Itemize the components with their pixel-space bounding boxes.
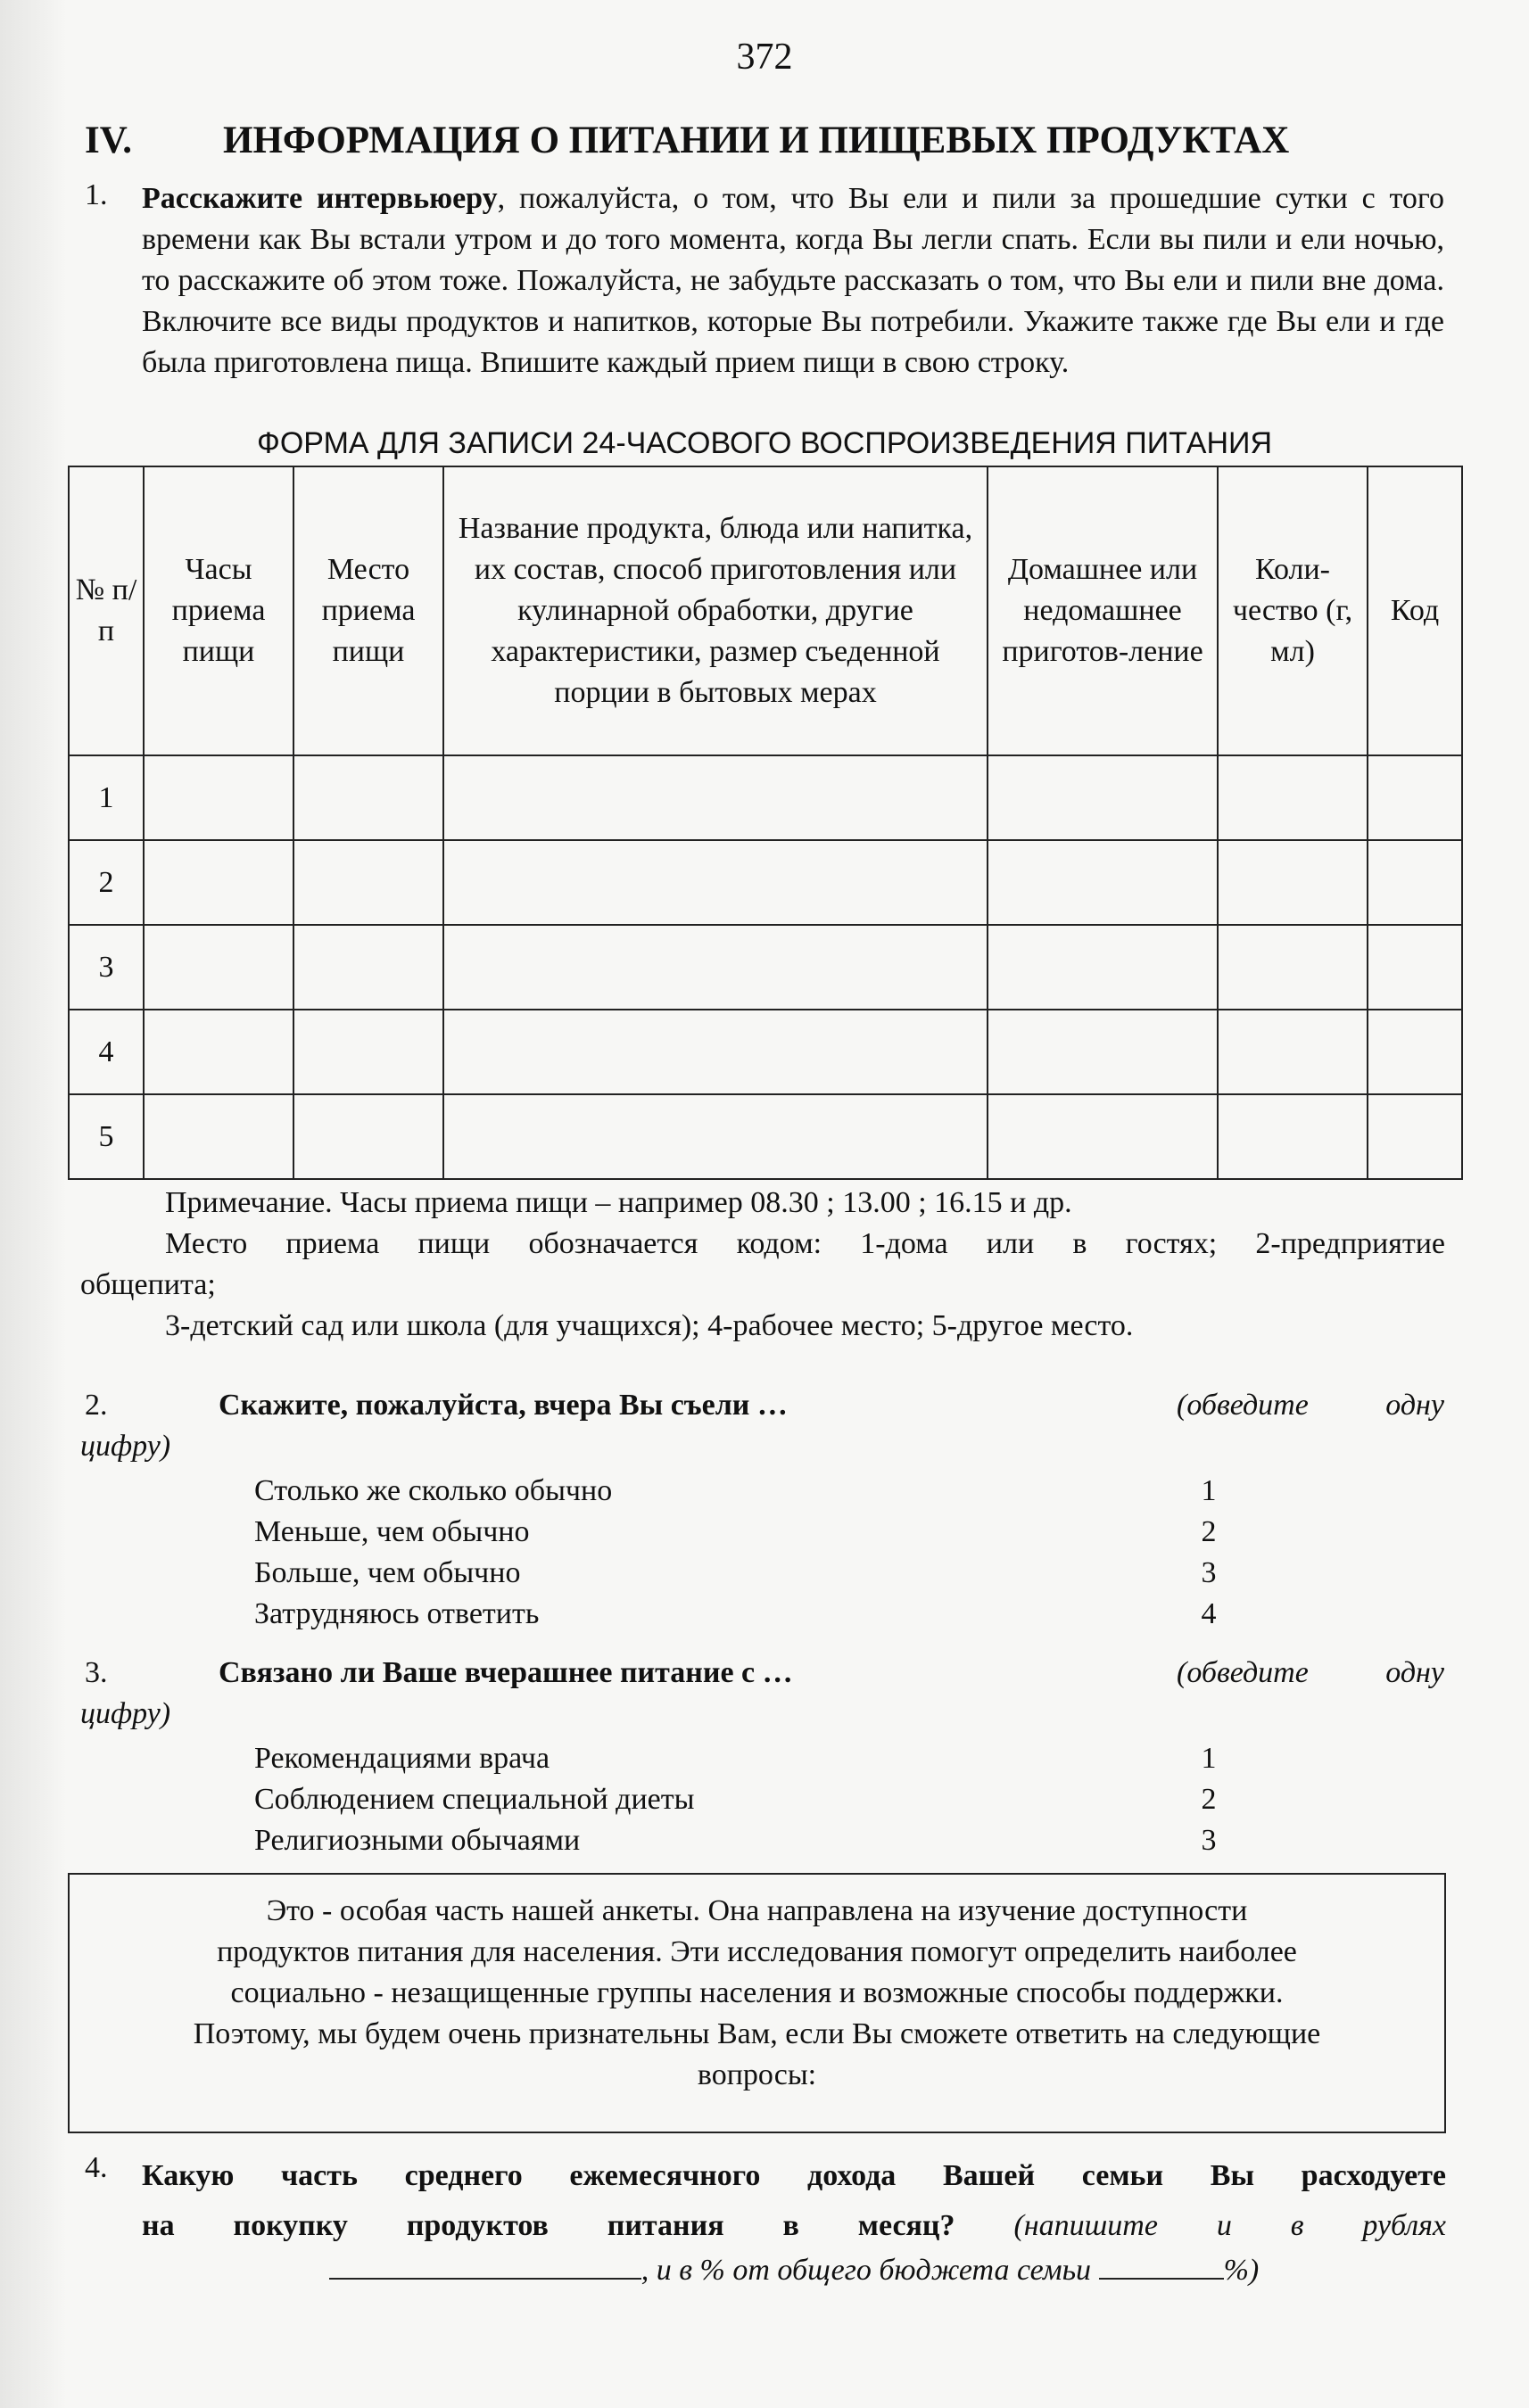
recall-form-table <box>68 466 1463 1180</box>
q2-option-code[interactable]: 4 <box>1201 1597 1217 1630</box>
question-3-instruction: (обведите одну <box>1177 1656 1444 1689</box>
rubles-answer-field[interactable] <box>329 2251 641 2280</box>
table-row <box>69 1094 1462 1179</box>
question-1-text <box>142 178 1444 383</box>
question-2-instruction-cont: цифру) <box>80 1430 171 1463</box>
quantity-cell[interactable] <box>1218 755 1368 840</box>
q3-option-code[interactable]: 1 <box>1201 1742 1217 1775</box>
meal-time-cell[interactable] <box>144 1010 293 1094</box>
table-row <box>69 1010 1462 1094</box>
percent-answer-field[interactable] <box>1099 2251 1224 2280</box>
quantity-cell[interactable] <box>1218 840 1368 925</box>
meal-time-cell[interactable] <box>144 1094 293 1179</box>
note-line-2-cont: общепита; <box>80 1268 216 1301</box>
scan-edge-shadow <box>0 0 66 2408</box>
row-number: 3 <box>69 925 144 1010</box>
meal-place-cell[interactable] <box>293 1010 443 1094</box>
q2-option-label: Больше, чем обычно <box>254 1556 521 1589</box>
header-code: Код <box>1368 466 1462 755</box>
question-2-text: Скажите, пожалуйста, вчера Вы съели … <box>219 1389 788 1422</box>
question-4-instruction: (напишите и в рублях <box>1013 2209 1447 2242</box>
info-box-line: Это - особая часть нашей анкеты. Она направлена на изучение доступности <box>266 1894 1248 1927</box>
question-4-percent-label: , и в % от общего бюджета семьи <box>641 2254 1092 2287</box>
code-cell[interactable] <box>1368 1094 1462 1179</box>
table-row <box>69 925 1462 1010</box>
question-4-line-1: Какую часть среднего ежемесячного дохода Вашей семьи Вы расходуете <box>142 2159 1446 2192</box>
recall-form-title: ФОРМА ДЛЯ ЗАПИСИ 24-ЧАСОВОГО ВОСПРОИЗВЕДЕНИЯ ПИТАНИЯ <box>256 426 1273 460</box>
product-name-cell[interactable] <box>443 925 988 1010</box>
row-number: 5 <box>69 1094 144 1179</box>
question-4-number: 4. <box>85 2151 108 2184</box>
meal-place-cell[interactable] <box>293 840 443 925</box>
code-cell[interactable] <box>1368 840 1462 925</box>
section-number: IV. <box>85 120 132 161</box>
q3-option-label: Религиозными обычаями <box>254 1824 581 1857</box>
q2-option-label: Меньше, чем обычно <box>254 1515 530 1548</box>
row-number: 2 <box>69 840 144 925</box>
product-name-cell[interactable] <box>443 755 988 840</box>
question-3-instruction-cont: цифру) <box>80 1697 171 1730</box>
q3-option-label: Рекомендациями врача <box>254 1742 550 1775</box>
preparation-cell[interactable] <box>988 755 1218 840</box>
product-name-cell[interactable] <box>443 1010 988 1094</box>
header-meal-place: Место приема пищи <box>293 466 443 755</box>
question-1-lead: Расскажите интервьюеру <box>142 182 498 215</box>
header-quantity: Коли-чество (г, мл) <box>1218 466 1368 755</box>
question-4-line-3 <box>142 2251 1446 2288</box>
info-box <box>68 1873 1446 2133</box>
question-2-number: 2. <box>85 1389 108 1422</box>
note-line-3: 3-детский сад или школа (для учащихся); 4-рабочее место; 5-другое место. <box>165 1309 1134 1342</box>
table-header-row <box>69 466 1462 755</box>
quantity-cell[interactable] <box>1218 1094 1368 1179</box>
question-1-number: 1. <box>85 178 108 211</box>
question-4-line-2 <box>142 2201 1446 2251</box>
note-line-1: Примечание. Часы приема пищи – например 08.30 ; 13.00 ; 16.15 и др. <box>165 1186 1072 1219</box>
page-number: 372 <box>736 37 793 78</box>
product-name-cell[interactable] <box>443 1094 988 1179</box>
question-4-percent-close: %) <box>1223 2254 1260 2287</box>
table-note <box>80 1183 1445 1347</box>
header-number: № п/п <box>69 466 144 755</box>
meal-place-cell[interactable] <box>293 925 443 1010</box>
quantity-cell[interactable] <box>1218 1010 1368 1094</box>
q3-option-label: Соблюдением специальной диеты <box>254 1783 695 1816</box>
section-title <box>85 119 1289 162</box>
info-box-line: вопросы: <box>697 2058 817 2091</box>
meal-place-cell[interactable] <box>293 1094 443 1179</box>
q2-option-code[interactable]: 1 <box>1201 1474 1217 1507</box>
question-3-number: 3. <box>85 1656 108 1689</box>
code-cell[interactable] <box>1368 1010 1462 1094</box>
product-name-cell[interactable] <box>443 840 988 925</box>
meal-place-cell[interactable] <box>293 755 443 840</box>
quantity-cell[interactable] <box>1218 925 1368 1010</box>
question-1-body: , пожалуйста, о том, что Вы ели и пили за прошедшие сутки с того времени как Вы встали утром и до того момента, когда Вы легли спать. Если вы пили и ели ночью, то расскажите об этом тоже. Пожалуйста, не забудьте рассказать о том, что Вы ели и пили вне дома. Включите все виды продуктов и напитков, которые Вы потребили. Укажите также где Вы ели и где была приготовлена пища. Впишите каждый прием пищи в свою строку. <box>142 182 1444 379</box>
header-meal-time: Часы приема пищи <box>144 466 293 755</box>
meal-time-cell[interactable] <box>144 755 293 840</box>
q2-option-label: Столько же сколько обычно <box>254 1474 613 1507</box>
meal-time-cell[interactable] <box>144 840 293 925</box>
code-cell[interactable] <box>1368 755 1462 840</box>
section-heading: ИНФОРМАЦИЯ О ПИТАНИИ И ПИЩЕВЫХ ПРОДУКТАХ <box>223 120 1290 161</box>
table-row <box>69 755 1462 840</box>
question-3-text: Связано ли Ваше вчерашнее питание с … <box>219 1656 793 1689</box>
preparation-cell[interactable] <box>988 1094 1218 1179</box>
question-4-line-2-bold: на покупку продуктов питания в месяц? <box>142 2209 955 2242</box>
info-box-line: социально - незащищенные группы населения и возможные способы поддержки. <box>230 1976 1284 2009</box>
header-preparation: Домашнее или недомашнее приготов-ление <box>988 466 1218 755</box>
q2-option-code[interactable]: 2 <box>1201 1515 1217 1548</box>
question-2-instruction: (обведите одну <box>1177 1389 1444 1422</box>
q3-option-code[interactable]: 2 <box>1201 1783 1217 1816</box>
info-box-line: Поэтому, мы будем очень признательны Вам, если Вы сможете ответить на следующие <box>193 2017 1321 2050</box>
row-number: 1 <box>69 755 144 840</box>
q3-option-code[interactable]: 3 <box>1201 1824 1217 1857</box>
meal-time-cell[interactable] <box>144 925 293 1010</box>
table-row <box>69 840 1462 925</box>
q2-option-code[interactable]: 3 <box>1201 1556 1217 1589</box>
note-line-2: Место приема пищи обозначается кодом: 1-дома или в гостях; 2-предприятие <box>165 1227 1445 1260</box>
preparation-cell[interactable] <box>988 925 1218 1010</box>
preparation-cell[interactable] <box>988 1010 1218 1094</box>
question-4-text <box>142 2151 1446 2251</box>
header-product-name: Название продукта, блюда или напитка, их состав, способ приготовления или кулинарной обработки, другие характеристики, размер съеденной порции в бытовых мерах <box>443 466 988 755</box>
q2-option-label: Затрудняюсь ответить <box>254 1597 540 1630</box>
info-box-line: продуктов питания для населения. Эти исследования помогут определить наиболее <box>217 1935 1297 1968</box>
row-number: 4 <box>69 1010 144 1094</box>
preparation-cell[interactable] <box>988 840 1218 925</box>
code-cell[interactable] <box>1368 925 1462 1010</box>
